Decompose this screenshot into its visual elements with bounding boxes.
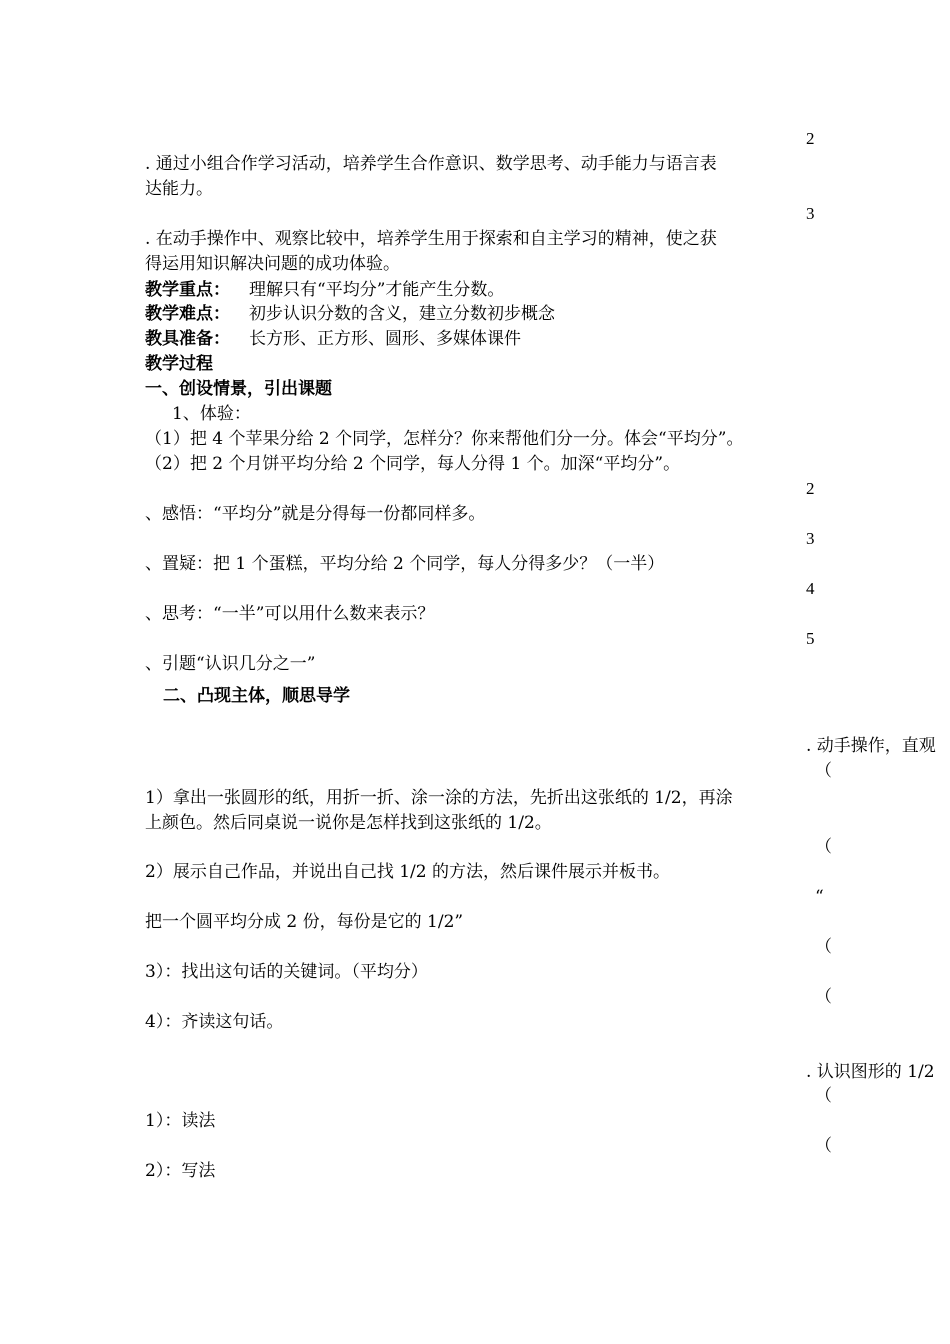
step-4-text: 4）：齐读这句话。 (145, 1012, 284, 1032)
section-2-heading: 二、凸现主体，顺思导学 (163, 686, 350, 706)
step-2-text: 2）展示自己作品，并说出自己找 1/2 的方法，然后课件展示并板书。 (145, 862, 670, 882)
tools-text: 长方形、正方形、圆形、多媒体课件 (249, 329, 521, 349)
key-point-text: 理解只有“平均分”才能产生分数。 (249, 280, 505, 300)
writing-text: 2）：写法 (145, 1161, 216, 1181)
key-point-label: 教学重点： (145, 280, 230, 300)
step-1-line-2: 上颜色。然后同桌说一说你是怎样找到这张纸的 1/2。 (145, 813, 552, 833)
experience-item-1: （1）把 4 个苹果分给 2 个同学，怎样分？你来帮他们分一分。体会“平均分”。 (145, 429, 744, 449)
hands-on-heading: . 动手操作，直观 (806, 736, 936, 756)
paren-marker: （ (815, 987, 832, 1007)
difficulty-label: 教学难点： (145, 304, 230, 324)
question-text: 、置疑：把 1 个蛋糕，平均分给 2 个同学，每人分得多少？（一半） (145, 554, 665, 574)
process-heading: 教学过程 (145, 354, 213, 374)
item-number: 3 (806, 204, 815, 223)
experience-item-2: （2）把 2 个月饼平均分给 2 个同学，每人分得 1 个。加深“平均分”。 (145, 454, 681, 474)
paren-marker: （ (815, 837, 832, 857)
difficulty-text: 初步认识分数的含义，建立分数初步概念 (249, 304, 555, 324)
paren-marker: （ (815, 937, 832, 957)
objective-2-line-1: . 通过小组合作学习活动，培养学生合作意识、数学思考、动手能力与语言表 (145, 154, 717, 174)
objective-2-line-2: 达能力。 (145, 179, 213, 199)
experience-heading: 1、体验： (172, 404, 251, 424)
item-number: 2 (806, 479, 815, 498)
section-1-heading: 一、创设情景，引出课题 (145, 379, 332, 399)
circle-statement: 把一个圆平均分成 2 份，每份是它的 1/2” (145, 912, 464, 932)
item-number: 3 (806, 529, 815, 548)
step-1-line-1: 1）拿出一张圆形的纸，用折一折、涂一涂的方法，先折出这张纸的 1/2，再涂 (145, 788, 733, 808)
item-number: 5 (806, 629, 815, 648)
objective-3-line-1: . 在动手操作中、观察比较中，培养学生用于探索和自主学习的精神，使之获 (145, 229, 717, 249)
paren-marker: （ (815, 761, 832, 781)
realization-text: 、感悟：“平均分”就是分得每一份都同样多。 (145, 504, 486, 524)
paren-marker: （ (815, 1136, 832, 1156)
topic-text: 、引题“认识几分之一” (145, 654, 316, 674)
objective-3-line-2: 得运用知识解决问题的成功体验。 (145, 254, 400, 274)
quote-marker: “ (815, 887, 824, 907)
tools-label: 教具准备： (145, 329, 230, 349)
reading-text: 1）：读法 (145, 1111, 216, 1131)
item-number: 2 (806, 129, 815, 148)
item-number: 4 (806, 579, 815, 598)
step-3-text: 3）：找出这句话的关键词。（平均分） (145, 962, 428, 982)
recognize-heading: . 认识图形的 1/2 (806, 1062, 935, 1082)
paren-marker: （ (815, 1086, 832, 1106)
thinking-text: 、思考：“一半”可以用什么数来表示？ (145, 604, 435, 624)
